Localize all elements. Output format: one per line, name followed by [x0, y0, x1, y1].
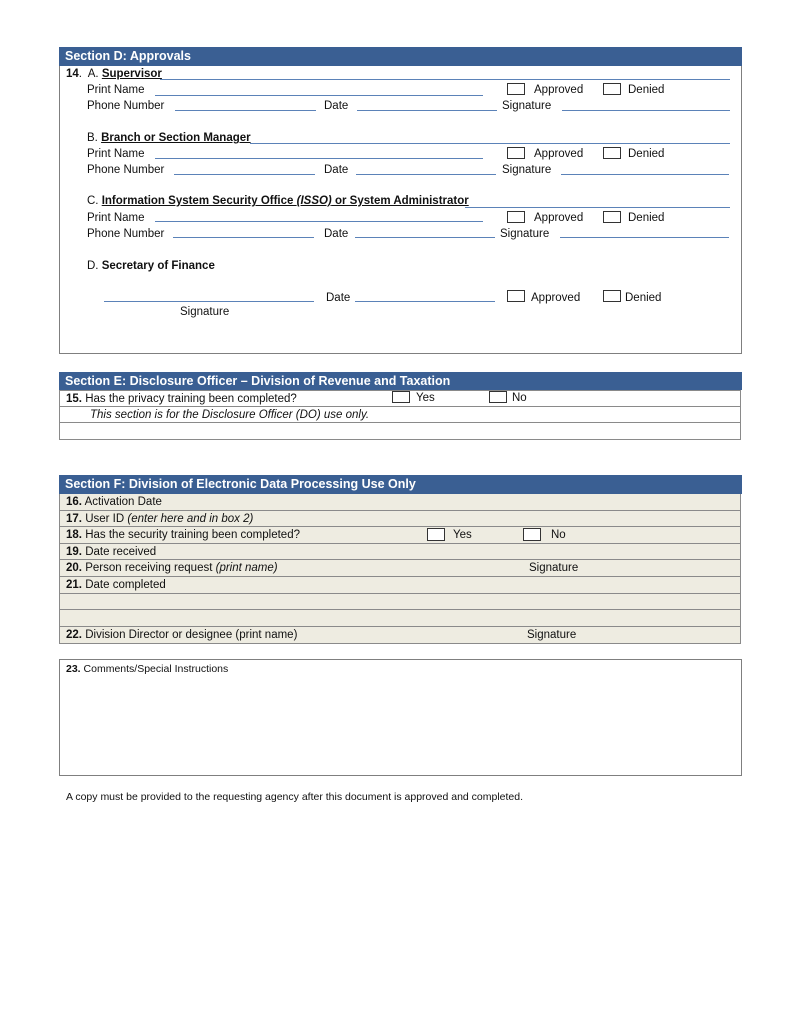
activation-date-row[interactable] — [59, 494, 741, 511]
approved-label: Approved — [531, 292, 581, 304]
signature-label: Signature — [527, 629, 577, 641]
supervisor-approved-checkbox[interactable] — [507, 83, 525, 95]
no-label: No — [551, 529, 566, 541]
supervisor-print-name-field[interactable] — [155, 95, 483, 96]
finance-approved-checkbox[interactable] — [507, 290, 525, 302]
footer-note: A copy must be provided to the requesting agency after this document is approved and completed. — [66, 791, 524, 803]
row-hint: (enter here and in box 2) — [127, 513, 254, 525]
do-note-row — [59, 407, 741, 423]
isso-denied-checkbox[interactable] — [603, 211, 621, 223]
approver-b-heading — [87, 131, 251, 145]
approver-c-heading — [87, 194, 469, 208]
approver-b-title: Branch or Section Manager — [101, 132, 251, 144]
section-d-header: Section D: Approvals — [59, 47, 742, 66]
row-hint: (print name) — [215, 562, 278, 574]
manager-denied-checkbox[interactable] — [603, 147, 621, 159]
security-yes-checkbox[interactable] — [427, 528, 445, 541]
privacy-yes-checkbox[interactable] — [392, 391, 410, 403]
signature-label: Signature — [180, 306, 230, 318]
item-number: 18. — [66, 529, 82, 541]
signature-label: Signature — [529, 562, 579, 574]
isso-approved-checkbox[interactable] — [507, 211, 525, 223]
approver-c-title: Information System Security Office — [101, 195, 297, 207]
division-director-row[interactable] — [59, 627, 741, 644]
no-label: No — [512, 392, 527, 404]
letter: D. — [87, 260, 99, 272]
finance-denied-checkbox[interactable] — [603, 290, 621, 302]
phone-label: Phone Number — [87, 164, 165, 176]
row-label: Date received — [85, 546, 157, 558]
row-label: Person receiving request — [85, 562, 216, 574]
item-number: 14 — [66, 68, 79, 80]
isso-signature-field[interactable] — [560, 237, 729, 238]
approver-c-title-rest: or System Administrator — [331, 195, 469, 207]
item-number: 20. — [66, 562, 82, 574]
heading-rule — [160, 79, 730, 80]
do-note: This section is for the Disclosure Officer (DO) use only. — [90, 409, 370, 421]
item-number: 15. — [66, 393, 82, 405]
comments-label: Comments/Special Instructions — [83, 663, 229, 675]
isso-phone-field[interactable] — [173, 237, 314, 238]
isso-print-name-field[interactable] — [155, 221, 483, 222]
empty-row[interactable] — [59, 594, 741, 610]
letter: C. — [87, 195, 99, 207]
manager-phone-field[interactable] — [174, 174, 315, 175]
letter: A. — [87, 68, 99, 80]
item-number: 21. — [66, 579, 82, 591]
row-label: Date completed — [85, 579, 166, 591]
date-label: Date — [324, 228, 349, 240]
privacy-no-checkbox[interactable] — [489, 391, 507, 403]
question-text: Has the privacy training been completed? — [85, 393, 297, 405]
manager-approved-checkbox[interactable] — [507, 147, 525, 159]
phone-label: Phone Number — [87, 228, 165, 240]
row-label: Activation Date — [84, 496, 162, 508]
row-label: Division Director or designee (print name) — [85, 629, 298, 641]
item-number: 23. — [66, 663, 81, 675]
denied-label: Denied — [625, 292, 662, 304]
approved-label: Approved — [534, 212, 584, 224]
supervisor-date-field[interactable] — [357, 110, 497, 111]
manager-date-field[interactable] — [356, 174, 496, 175]
approved-label: Approved — [534, 84, 584, 96]
row-label: Has the security training been completed? — [85, 529, 300, 541]
approver-d-title: Secretary of Finance — [101, 260, 215, 272]
approved-label: Approved — [534, 148, 584, 160]
security-no-checkbox[interactable] — [523, 528, 541, 541]
row-label: User ID — [85, 513, 128, 525]
date-label: Date — [324, 164, 349, 176]
section-f-header: Section F: Division of Electronic Data Processing Use Only — [59, 475, 742, 494]
heading-rule — [250, 143, 730, 144]
denied-label: Denied — [628, 84, 665, 96]
print-name-label: Print Name — [87, 148, 145, 160]
supervisor-denied-checkbox[interactable] — [603, 83, 621, 95]
signature-label: Signature — [500, 228, 550, 240]
manager-print-name-field[interactable] — [155, 158, 483, 159]
isso-date-field[interactable] — [355, 237, 495, 238]
date-label: Date — [324, 100, 349, 112]
yes-label: Yes — [453, 529, 472, 541]
security-training-row — [59, 527, 741, 544]
item-number: 19. — [66, 546, 82, 558]
denied-label: Denied — [628, 148, 665, 160]
supervisor-signature-field[interactable] — [562, 110, 730, 111]
manager-signature-field[interactable] — [561, 174, 729, 175]
person-receiving-row[interactable] — [59, 560, 741, 577]
approver-a-heading: 14. A. Supervisor — [66, 68, 162, 80]
date-received-row[interactable] — [59, 544, 741, 560]
item-number: 16. — [66, 496, 82, 508]
empty-row[interactable] — [59, 610, 741, 627]
signature-label: Signature — [502, 100, 552, 112]
supervisor-phone-field[interactable] — [175, 110, 316, 111]
date-label: Date — [326, 292, 351, 304]
approver-d-heading — [87, 259, 215, 273]
section-e-header: Section E: Disclosure Officer – Division of Revenue and Taxation — [59, 372, 742, 390]
item-number: 22. — [66, 629, 82, 641]
approver-a-title: Supervisor — [101, 68, 162, 80]
date-completed-row[interactable] — [59, 577, 741, 594]
print-name-label: Print Name — [87, 84, 145, 96]
do-empty-row[interactable] — [59, 423, 741, 440]
heading-rule — [465, 207, 730, 208]
denied-label: Denied — [628, 212, 665, 224]
user-id-row[interactable] — [59, 511, 741, 527]
signature-label: Signature — [502, 164, 552, 176]
finance-signature-field[interactable] — [104, 301, 314, 302]
comments-box[interactable] — [59, 659, 742, 776]
letter: B. — [87, 132, 98, 144]
item-number: 17. — [66, 513, 82, 525]
phone-label: Phone Number — [87, 100, 165, 112]
yes-label: Yes — [416, 392, 435, 404]
finance-date-field[interactable] — [355, 301, 495, 302]
approver-c-title-abbr: (ISSO) — [296, 195, 332, 207]
print-name-label: Print Name — [87, 212, 145, 224]
